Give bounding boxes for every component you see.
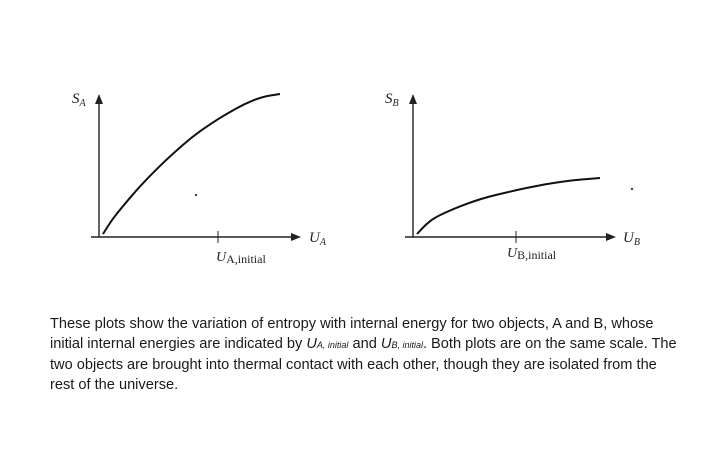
- ub-initial-symbol: UB, initial: [380, 336, 423, 352]
- plot-a-y-axis-arrow: [95, 94, 103, 104]
- plot-b-y-axis-arrow: [409, 94, 417, 104]
- plot-a-y-label: $S_A$: [72, 91, 86, 109]
- plot-a-x-axis-arrow: [291, 233, 301, 241]
- plot-a-curve: [103, 94, 280, 234]
- plot-b: [385, 91, 640, 262]
- plot-a: [72, 91, 327, 266]
- plot-b-y-label: $S_B$: [385, 91, 399, 109]
- plot-a-tick-label: UA,initial: [216, 250, 266, 266]
- figure-caption: These plots show the variation of entropy with internal energy for two objects, A and B, whose initial internal energies are indicated by UA, initial and UB, initial. Both plots are on the same scale. The two objects are brought into thermal contact with each other, though they are isolated from the rest of the universe.: [50, 316, 677, 393]
- plot-b-x-label: $U_B$: [623, 230, 640, 248]
- plot-b-x-axis-arrow: [606, 233, 616, 241]
- ua-initial-symbol: UA, initial: [306, 336, 349, 352]
- scan-speck: [631, 188, 633, 190]
- plot-a-x-label: $U_A$: [309, 230, 326, 248]
- plot-b-curve: [417, 178, 600, 234]
- plot-b-tick-label: UB,initial: [507, 246, 557, 262]
- scan-speck: [195, 194, 197, 196]
